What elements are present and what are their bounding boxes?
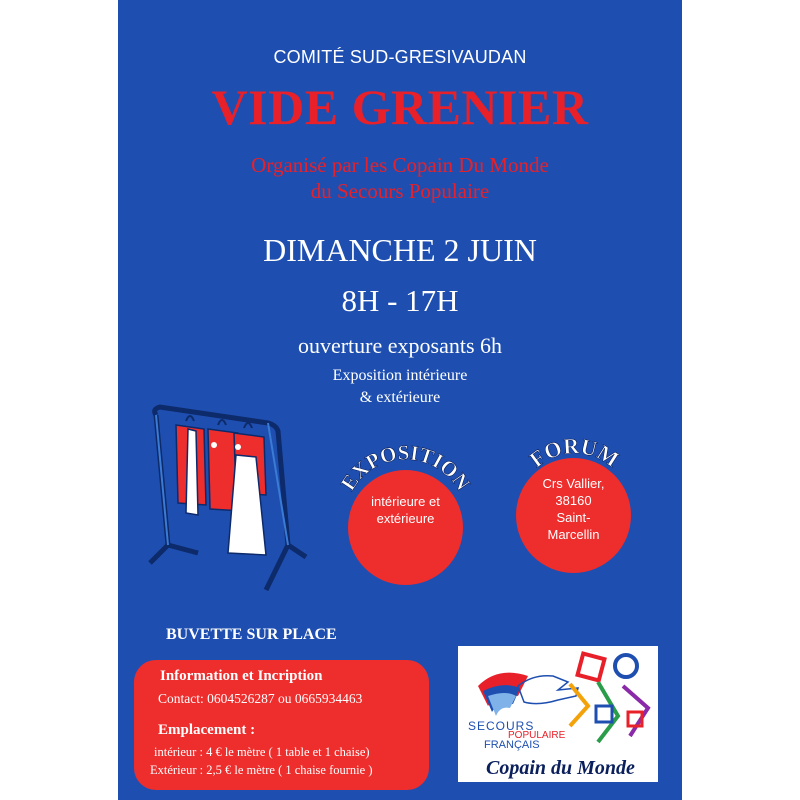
poster: [118, 0, 682, 800]
event-hours: 8H - 17H: [341, 283, 459, 318]
forum-address-line-3: Saint-: [556, 510, 591, 525]
exposition-badge-text: [348, 493, 463, 527]
placement-heading: Emplacement :: [158, 722, 256, 738]
exposition-arc-label: EXPOSITION: [335, 440, 476, 495]
exhibition-line-1: Exposition intérieure: [332, 367, 468, 384]
secours-populaire-logo: [458, 646, 658, 782]
contact-phones: Contact: 0604526287 ou 0665934463: [158, 691, 363, 706]
forum-address-line-1: Crs Vallier,: [542, 476, 605, 491]
buvette-notice: BUVETTE SUR PLACE: [166, 626, 337, 643]
forum-address-line-2: 38160: [555, 493, 592, 508]
forum-arc-label: FORUM: [524, 433, 624, 473]
event-date: DIMANCHE 2 JUIN: [263, 232, 537, 268]
exposition-line-2: extérieure: [376, 511, 435, 526]
committee-name: COMITÉ SUD-GRESIVAUDAN: [273, 47, 527, 67]
exhibition-line-2: & extérieure: [359, 389, 441, 406]
organizer-line-1: Organisé par les Copain Du Monde: [251, 153, 549, 177]
interior-price: intérieur : 4 € le mètre ( 1 table et 1 chaise): [154, 745, 370, 759]
forum-address-line-4: Marcellin: [547, 527, 600, 542]
organizer-line-2: du Secours Populaire: [310, 179, 490, 203]
clothes-rack-illustration: [148, 395, 308, 595]
copain-du-monde-text: Copain du Monde: [486, 757, 635, 779]
exposition-line-1: intérieure et: [371, 494, 440, 509]
partner-logos: [458, 646, 658, 782]
secours-text: SECOURS: [468, 719, 535, 733]
exhibitor-opening: ouverture exposants 6h: [297, 333, 503, 358]
event-title: VIDE GRENIER: [211, 79, 589, 135]
francais-text: FRANÇAIS: [484, 739, 540, 751]
populaire-text: POPULAIRE: [508, 730, 566, 741]
forum-badge-text: [516, 475, 631, 543]
svg-text:FORUM: [525, 433, 624, 472]
info-box: [134, 660, 429, 790]
svg-text:EXPOSITION: [336, 440, 476, 494]
exterior-price: Extérieur : 2,5 € le mètre ( 1 chaise fournie ): [150, 763, 373, 777]
info-heading: Information et Incription: [160, 668, 323, 684]
